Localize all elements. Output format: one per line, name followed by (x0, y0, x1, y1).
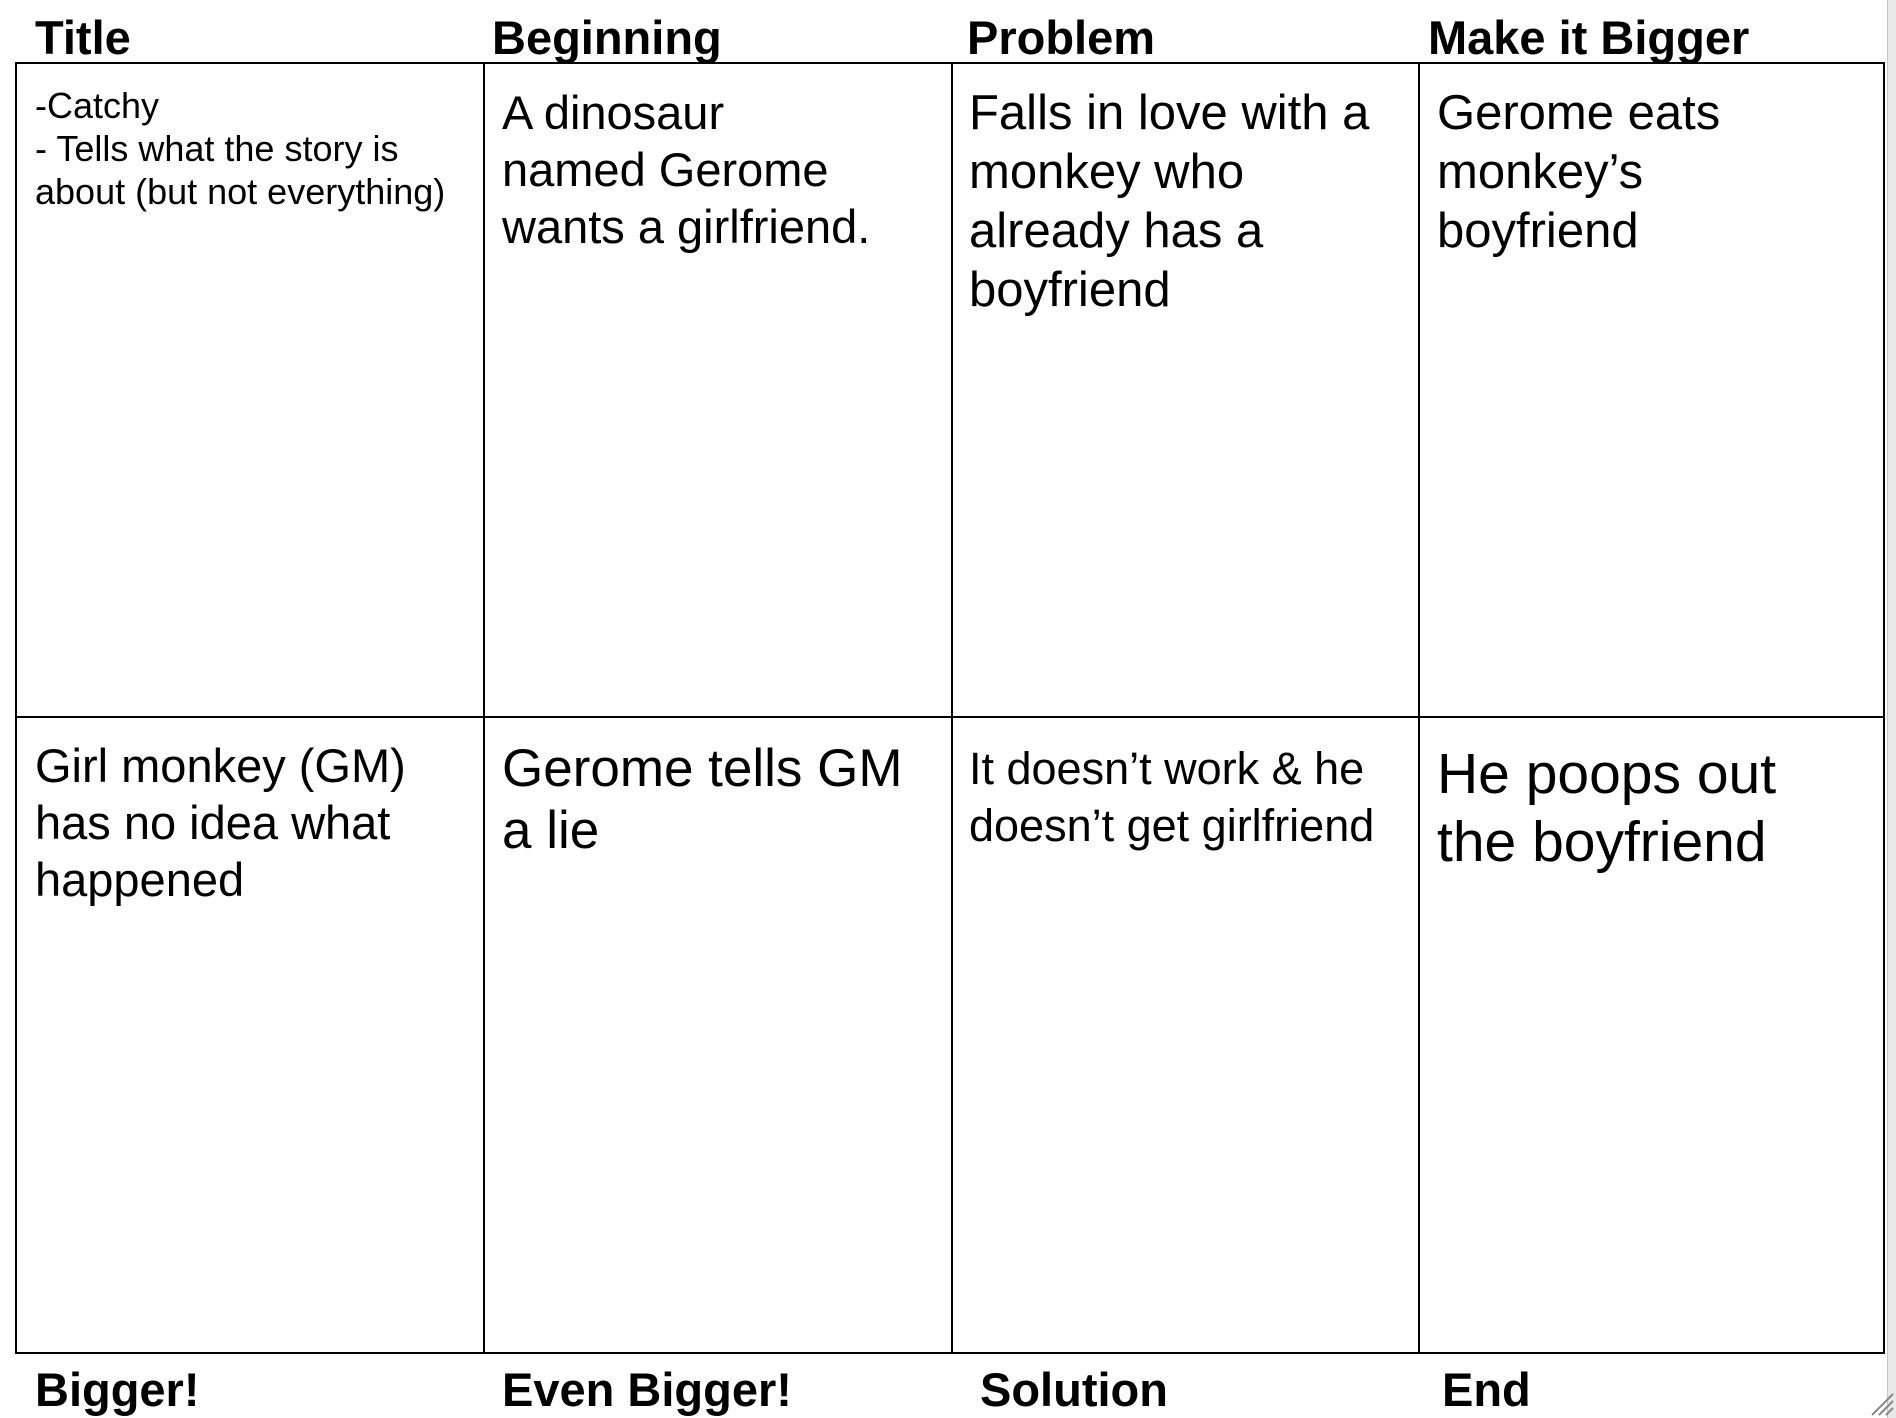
resize-grip-icon[interactable] (1866, 1388, 1894, 1416)
row-divider (17, 716, 1883, 718)
cell-line: the boyfriend (1437, 810, 1767, 874)
header-even-bigger: Even Bigger! (502, 1363, 792, 1416)
cell-line: named Gerome (502, 143, 829, 196)
cell-problem (969, 84, 1369, 320)
header-title: Title (35, 11, 131, 64)
cell-line: He poops out (1437, 742, 1777, 806)
cell-line: boyfriend (1437, 204, 1639, 258)
cell-end (1437, 740, 1776, 876)
cell-line: has no idea what (35, 796, 391, 849)
cell-beginning (502, 84, 870, 255)
column-divider (483, 64, 485, 1352)
cell-line: Girl monkey (GM) (35, 739, 406, 792)
cell-title-notes (35, 84, 445, 213)
cell-line: Falls in love with a (969, 86, 1370, 140)
cell-line: about (but not everything) (35, 171, 446, 212)
cell-even-bigger (502, 738, 903, 862)
cell-line: Gerome eats (1437, 86, 1721, 140)
cell-line: It doesn’t work & he (969, 743, 1365, 794)
cell-line: monkey who (969, 145, 1245, 199)
cell-line: -Catchy (35, 85, 160, 126)
cell-make-it-bigger (1437, 84, 1720, 261)
cell-line: Gerome tells GM (502, 739, 903, 798)
cell-solution (969, 740, 1374, 854)
cell-line: a lie (502, 801, 600, 860)
header-end: End (1442, 1363, 1531, 1416)
cell-line: A dinosaur (502, 86, 725, 139)
window-right-edge (1887, 0, 1896, 1418)
cell-line: happened (35, 853, 245, 906)
column-divider (1418, 64, 1420, 1352)
header-make-it-bigger: Make it Bigger (1428, 11, 1750, 64)
header-beginning: Beginning (492, 11, 722, 64)
column-divider (951, 64, 953, 1352)
header-solution: Solution (980, 1363, 1168, 1416)
cell-bigger (35, 737, 406, 908)
header-bigger: Bigger! (35, 1363, 200, 1416)
cell-line: boyfriend (969, 263, 1171, 317)
header-problem: Problem (967, 11, 1156, 64)
cell-line: - Tells what the story is (35, 128, 399, 169)
cell-line: monkey’s (1437, 145, 1644, 199)
cell-line: doesn’t get girlfriend (969, 800, 1375, 851)
cell-line: already has a (969, 204, 1264, 258)
cell-line: wants a girlfriend. (502, 200, 871, 253)
